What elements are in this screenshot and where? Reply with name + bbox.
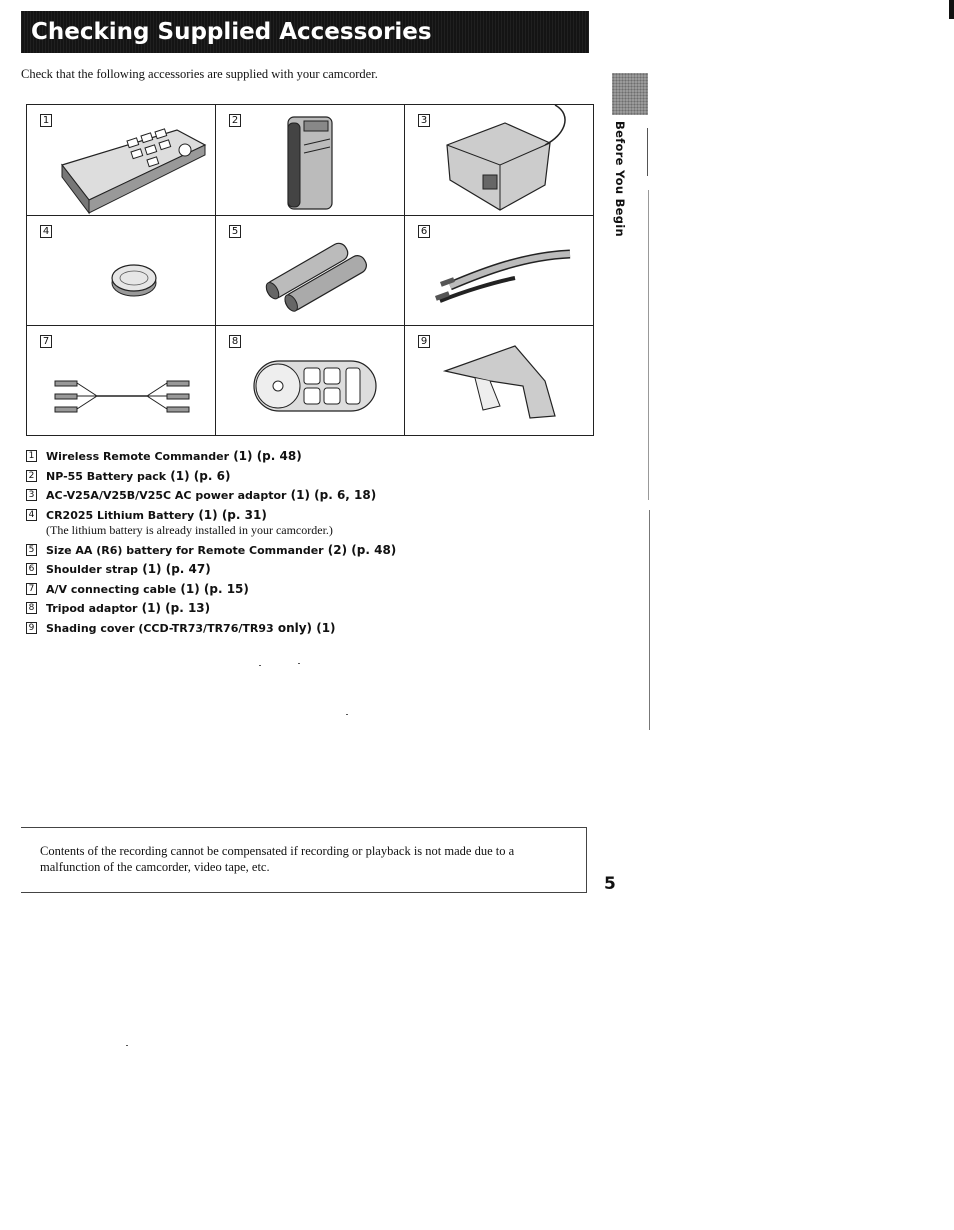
item-name: Tripod adaptor — [46, 602, 138, 615]
grid-cell-5 — [216, 216, 405, 326]
title-bar — [21, 11, 589, 53]
cell-number: 6 — [418, 225, 430, 238]
item-number: 4 — [26, 509, 37, 521]
item-detail: (1) (p. 48) — [229, 449, 302, 463]
item-name: AC-V25A/V25B/V25C AC power adaptor — [46, 489, 287, 502]
page-edge-mark — [949, 0, 954, 19]
grid-cell-1 — [27, 105, 216, 216]
grid-cell-9 — [405, 326, 593, 435]
item-detail: (1) (p. 15) — [176, 582, 249, 596]
section-tab — [612, 73, 648, 115]
item-number: 8 — [26, 602, 37, 614]
print-speck — [126, 1045, 128, 1046]
remote-commander-icon — [27, 105, 216, 216]
shoulder-strap-icon — [405, 216, 593, 326]
lithium-coin-battery-icon — [27, 216, 216, 326]
page-title: Checking Supplied Accessories — [31, 19, 432, 45]
item-detail: (1) (p. 13) — [137, 601, 211, 615]
cell-number: 1 — [40, 114, 52, 127]
margin-rule — [649, 510, 650, 730]
item-detail: (1) (p. 31) — [194, 508, 267, 522]
page-number: 5 — [604, 874, 616, 894]
accessories-grid — [26, 104, 594, 436]
item-name: Wireless Remote Commander — [46, 450, 230, 463]
margin-rule — [647, 128, 648, 176]
grid-cell-7 — [27, 326, 216, 435]
aa-batteries-icon — [216, 216, 405, 326]
notice-text: Contents of the recording cannot be compensated if recording or playback is not made due to a malfunction of the camcorder, video tape, etc. — [40, 844, 515, 874]
item-name: CR2025 Lithium Battery — [46, 509, 195, 522]
item-detail: only) (1) — [273, 621, 336, 635]
item-note: (The lithium battery is already installed in your camcorder.) — [46, 523, 333, 537]
item-number: 7 — [26, 583, 37, 595]
print-speck — [346, 714, 348, 715]
cell-number: 3 — [418, 114, 430, 127]
ac-power-adaptor-icon — [405, 105, 593, 216]
cell-number: 2 — [229, 114, 241, 127]
section-tab-label: Before You Begin — [613, 121, 627, 238]
margin-rule — [648, 190, 649, 500]
item-number: 5 — [26, 544, 37, 556]
grid-cell-3 — [405, 105, 593, 216]
intro-text: Check that the following accessories are supplied with your camcorder. — [21, 67, 378, 81]
item-number: 1 — [26, 450, 37, 462]
grid-cell-4 — [27, 216, 216, 326]
tripod-adaptor-icon — [216, 326, 405, 435]
grid-cell-2 — [216, 105, 405, 216]
item-detail: (1) (p. 47) — [138, 562, 211, 576]
shading-cover-icon — [405, 326, 593, 435]
print-speck — [298, 663, 300, 664]
item-number: 9 — [26, 622, 37, 634]
item-name: NP-55 Battery pack — [46, 470, 167, 483]
cell-number: 4 — [40, 225, 52, 238]
print-speck — [259, 665, 261, 666]
item-name: Shading cover (CCD-TR73/TR76/TR93 — [46, 622, 274, 635]
cell-number: 7 — [40, 335, 52, 348]
cell-number: 8 — [229, 335, 241, 348]
item-detail: (1) (p. 6, 18) — [286, 488, 377, 502]
item-name: Size AA (R6) battery for Remote Commander — [46, 544, 324, 557]
grid-cell-6 — [405, 216, 593, 326]
item-number: 3 — [26, 489, 37, 501]
item-name: Shoulder strap — [46, 563, 139, 576]
battery-pack-icon — [216, 105, 405, 216]
cell-number: 5 — [229, 225, 241, 238]
item-number: 2 — [26, 470, 37, 482]
item-name: A/V connecting cable — [46, 583, 177, 596]
av-cable-icon — [27, 326, 216, 435]
notice-box — [21, 827, 587, 893]
item-detail: (1) (p. 6) — [166, 469, 231, 483]
cell-number: 9 — [418, 335, 430, 348]
item-number: 6 — [26, 563, 37, 575]
item-detail: (2) (p. 48) — [323, 543, 397, 557]
grid-cell-8 — [216, 326, 405, 435]
